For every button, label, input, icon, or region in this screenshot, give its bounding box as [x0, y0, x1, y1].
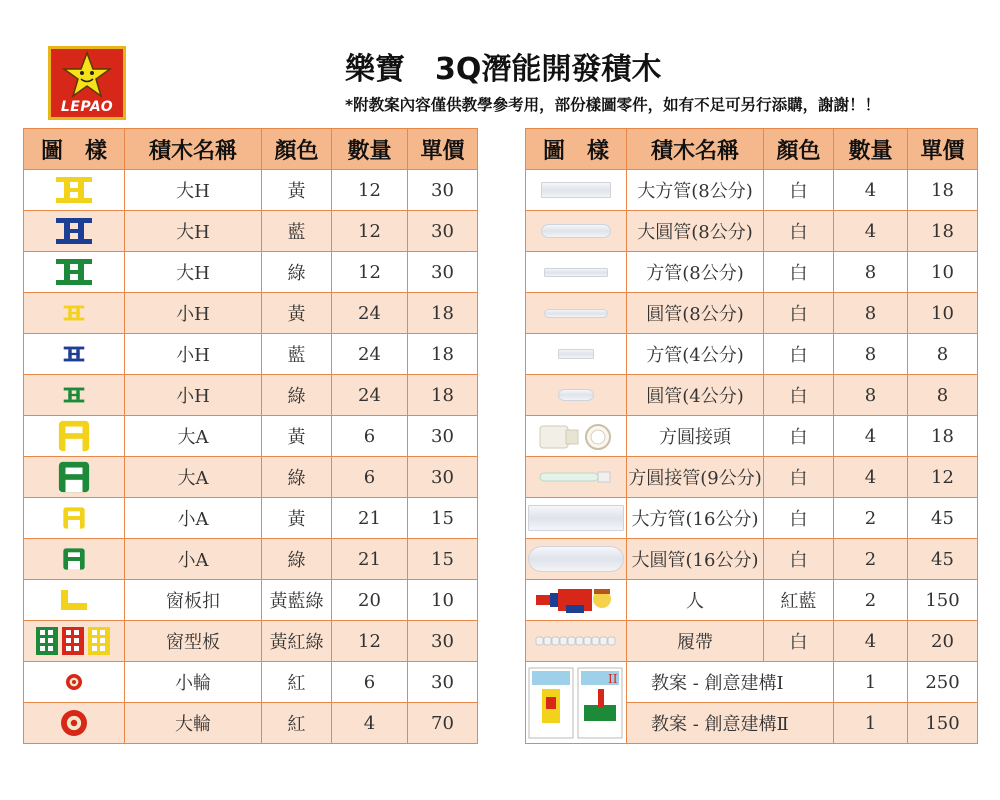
part-qty: 2 — [834, 539, 908, 580]
part-qty: 8 — [834, 334, 908, 375]
part-color: 白 — [764, 375, 834, 416]
part-name: 教案 - 創意建構Ⅰ — [627, 662, 834, 703]
big-wheel-icon — [24, 703, 124, 743]
part-picture — [526, 457, 627, 498]
part-qty: 6 — [332, 457, 408, 498]
part-name: 方圓接頭 — [627, 416, 764, 457]
table-row — [526, 580, 978, 621]
table-header-row — [24, 129, 478, 170]
col-header-name: 積木名稱 — [125, 129, 262, 170]
big-h-blue-icon — [24, 211, 124, 251]
parts-table-left — [23, 128, 478, 744]
table-header-row — [526, 129, 978, 170]
table-row — [24, 375, 478, 416]
part-picture — [526, 334, 627, 375]
part-picture — [526, 539, 627, 580]
part-picture — [24, 703, 125, 744]
part-price: 18 — [408, 334, 478, 375]
part-color: 綠 — [262, 375, 332, 416]
part-color: 黃 — [262, 293, 332, 334]
table-row — [24, 703, 478, 744]
part-price: 150 — [908, 580, 978, 621]
part-name: 方管(8公分) — [627, 252, 764, 293]
part-picture — [24, 375, 125, 416]
part-qty: 4 — [834, 621, 908, 662]
part-color: 白 — [764, 170, 834, 211]
table-row — [526, 539, 978, 580]
part-picture — [526, 580, 627, 621]
table-row — [24, 211, 478, 252]
table-row — [24, 498, 478, 539]
part-qty: 24 — [332, 375, 408, 416]
table-row — [24, 334, 478, 375]
part-color: 白 — [764, 539, 834, 580]
table-row — [526, 211, 978, 252]
round-tube-4-icon — [526, 375, 626, 415]
table-row — [24, 539, 478, 580]
big-square-tube-icon — [526, 170, 626, 210]
connector-tube-icon — [526, 457, 626, 497]
part-qty: 12 — [332, 252, 408, 293]
square-tube-8-icon — [526, 252, 626, 292]
table-row — [526, 416, 978, 457]
part-color: 紅 — [262, 662, 332, 703]
part-name: 大方管(16公分) — [627, 498, 764, 539]
part-qty: 2 — [834, 498, 908, 539]
part-name: 小H — [125, 293, 262, 334]
part-name: 窗板扣 — [125, 580, 262, 621]
part-price: 45 — [908, 498, 978, 539]
part-picture — [526, 375, 627, 416]
part-qty: 20 — [332, 580, 408, 621]
part-qty: 12 — [332, 170, 408, 211]
svg-text:II: II — [608, 671, 618, 686]
part-qty: 6 — [332, 662, 408, 703]
part-picture — [24, 498, 125, 539]
part-qty: 4 — [834, 211, 908, 252]
part-name: 小輪 — [125, 662, 262, 703]
table-row — [526, 621, 978, 662]
part-picture — [24, 457, 125, 498]
part-color: 藍 — [262, 334, 332, 375]
part-picture — [526, 252, 627, 293]
part-name: 圓管(4公分) — [627, 375, 764, 416]
part-color: 藍 — [262, 211, 332, 252]
part-color: 紅藍 — [764, 580, 834, 621]
part-price: 8 — [908, 375, 978, 416]
big-h-yellow-icon — [24, 170, 124, 210]
part-name: 小A — [125, 498, 262, 539]
part-name: 小A — [125, 539, 262, 580]
part-name: 大H — [125, 170, 262, 211]
part-name: 大H — [125, 211, 262, 252]
part-color: 黃 — [262, 170, 332, 211]
part-picture — [526, 293, 627, 334]
part-picture — [24, 170, 125, 211]
small-a-yellow-icon — [24, 498, 124, 538]
part-name: 大圓管(16公分) — [627, 539, 764, 580]
small-h-yellow-icon — [24, 293, 124, 333]
part-qty: 4 — [834, 457, 908, 498]
part-price: 18 — [908, 170, 978, 211]
part-price: 20 — [908, 621, 978, 662]
part-price: 18 — [908, 211, 978, 252]
small-h-blue-icon — [24, 334, 124, 374]
table-row — [24, 662, 478, 703]
part-picture — [526, 662, 627, 744]
part-price: 18 — [408, 293, 478, 334]
small-h-green-icon — [24, 375, 124, 415]
col-header-price: 單價 — [408, 129, 478, 170]
part-price: 30 — [408, 252, 478, 293]
part-name: 人 — [627, 580, 764, 621]
part-color: 白 — [764, 498, 834, 539]
part-picture — [24, 580, 125, 621]
part-price: 10 — [908, 293, 978, 334]
part-price: 45 — [908, 539, 978, 580]
table-row — [526, 375, 978, 416]
big-h-green-icon — [24, 252, 124, 292]
lesson-books-icon — [526, 663, 626, 743]
table-row — [526, 498, 978, 539]
part-picture — [526, 170, 627, 211]
part-price: 12 — [908, 457, 978, 498]
page-title: 樂寶 3Q潛能開發積木 — [345, 52, 662, 87]
square-tube-4-icon — [526, 334, 626, 374]
parts-table-right — [525, 128, 978, 744]
part-name: 大圓管(8公分) — [627, 211, 764, 252]
part-price: 15 — [408, 498, 478, 539]
window-panel-icon — [24, 621, 124, 661]
table-row — [24, 457, 478, 498]
part-price: 70 — [408, 703, 478, 744]
part-picture — [526, 621, 627, 662]
part-name: 窗型板 — [125, 621, 262, 662]
part-name: 大A — [125, 457, 262, 498]
part-qty: 8 — [834, 293, 908, 334]
part-qty: 12 — [332, 211, 408, 252]
part-picture — [24, 293, 125, 334]
part-price: 30 — [408, 621, 478, 662]
part-color: 黃 — [262, 498, 332, 539]
part-name: 大H — [125, 252, 262, 293]
part-name: 小H — [125, 334, 262, 375]
part-color: 黃 — [262, 416, 332, 457]
part-color: 白 — [764, 211, 834, 252]
part-qty: 24 — [332, 293, 408, 334]
part-color: 黃藍綠 — [262, 580, 332, 621]
window-clip-icon — [24, 580, 124, 620]
big-a-yellow-icon — [24, 416, 124, 456]
big-round-tube-16-icon — [526, 539, 626, 579]
table-row — [526, 252, 978, 293]
part-name: 大A — [125, 416, 262, 457]
star-icon — [61, 51, 113, 99]
part-price: 30 — [408, 170, 478, 211]
brand-name: LEPAO — [60, 99, 114, 115]
part-picture — [24, 621, 125, 662]
part-qty: 6 — [332, 416, 408, 457]
col-header-name: 積木名稱 — [627, 129, 764, 170]
table-row — [526, 457, 978, 498]
part-color: 綠 — [262, 457, 332, 498]
part-color: 黃紅綠 — [262, 621, 332, 662]
col-header-price: 單價 — [908, 129, 978, 170]
part-qty: 8 — [834, 252, 908, 293]
part-price: 10 — [408, 580, 478, 621]
part-name: 小H — [125, 375, 262, 416]
part-picture — [526, 211, 627, 252]
part-name: 大輪 — [125, 703, 262, 744]
part-price: 30 — [408, 457, 478, 498]
part-price: 30 — [408, 416, 478, 457]
part-color: 綠 — [262, 539, 332, 580]
part-qty: 4 — [332, 703, 408, 744]
part-qty: 2 — [834, 580, 908, 621]
big-round-tube-icon — [526, 211, 626, 251]
part-qty: 21 — [332, 498, 408, 539]
part-price: 18 — [908, 416, 978, 457]
col-header-qty: 數量 — [332, 129, 408, 170]
part-price: 15 — [408, 539, 478, 580]
part-name: 履帶 — [627, 621, 764, 662]
part-name: 圓管(8公分) — [627, 293, 764, 334]
part-qty: 8 — [834, 375, 908, 416]
part-picture — [24, 334, 125, 375]
part-qty: 12 — [332, 621, 408, 662]
part-name: 方圓接管(9公分) — [627, 457, 764, 498]
figure-icon — [526, 580, 626, 620]
part-picture — [24, 539, 125, 580]
table-row — [526, 170, 978, 211]
col-header-pic: 圖 樣 — [24, 129, 125, 170]
table-row — [526, 334, 978, 375]
col-header-pic: 圖 樣 — [526, 129, 627, 170]
part-price: 250 — [908, 662, 978, 703]
part-price: 8 — [908, 334, 978, 375]
col-header-color: 顏色 — [262, 129, 332, 170]
col-header-color: 顏色 — [764, 129, 834, 170]
lepao-logo — [48, 46, 126, 120]
table-row — [24, 416, 478, 457]
part-picture — [24, 662, 125, 703]
part-picture — [24, 252, 125, 293]
table-row — [526, 662, 978, 703]
part-qty: 21 — [332, 539, 408, 580]
part-picture — [24, 416, 125, 457]
part-price: 10 — [908, 252, 978, 293]
table-row — [24, 621, 478, 662]
table-row — [24, 252, 478, 293]
part-name: 方管(4公分) — [627, 334, 764, 375]
part-picture — [24, 211, 125, 252]
part-qty: 1 — [834, 662, 908, 703]
part-color: 白 — [764, 416, 834, 457]
part-color: 白 — [764, 621, 834, 662]
part-price: 150 — [908, 703, 978, 744]
round-tube-8-icon — [526, 293, 626, 333]
page-note: *附教案內容僅供教學參考用，部份樣圖零件，如有不足可另行添購，謝謝！！ — [345, 96, 881, 114]
part-price: 30 — [408, 662, 478, 703]
part-color: 綠 — [262, 252, 332, 293]
part-name: 大方管(8公分) — [627, 170, 764, 211]
table-row — [526, 293, 978, 334]
part-picture — [526, 498, 627, 539]
part-color: 白 — [764, 252, 834, 293]
part-color: 白 — [764, 293, 834, 334]
part-picture — [526, 416, 627, 457]
big-square-tube-16-icon — [526, 498, 626, 538]
part-name: 教案 - 創意建構Ⅱ — [627, 703, 834, 744]
part-color: 白 — [764, 334, 834, 375]
part-qty: 4 — [834, 170, 908, 211]
part-qty: 4 — [834, 416, 908, 457]
part-color: 紅 — [262, 703, 332, 744]
small-wheel-icon — [24, 662, 124, 702]
part-qty: 24 — [332, 334, 408, 375]
connector-icon — [526, 416, 626, 456]
part-color: 白 — [764, 457, 834, 498]
track-icon — [526, 621, 626, 661]
table-row — [24, 580, 478, 621]
small-a-green-icon — [24, 539, 124, 579]
big-a-green-icon — [24, 457, 124, 497]
part-price: 18 — [408, 375, 478, 416]
table-row — [24, 293, 478, 334]
part-price: 30 — [408, 211, 478, 252]
table-row — [24, 170, 478, 211]
col-header-qty: 數量 — [834, 129, 908, 170]
part-qty: 1 — [834, 703, 908, 744]
